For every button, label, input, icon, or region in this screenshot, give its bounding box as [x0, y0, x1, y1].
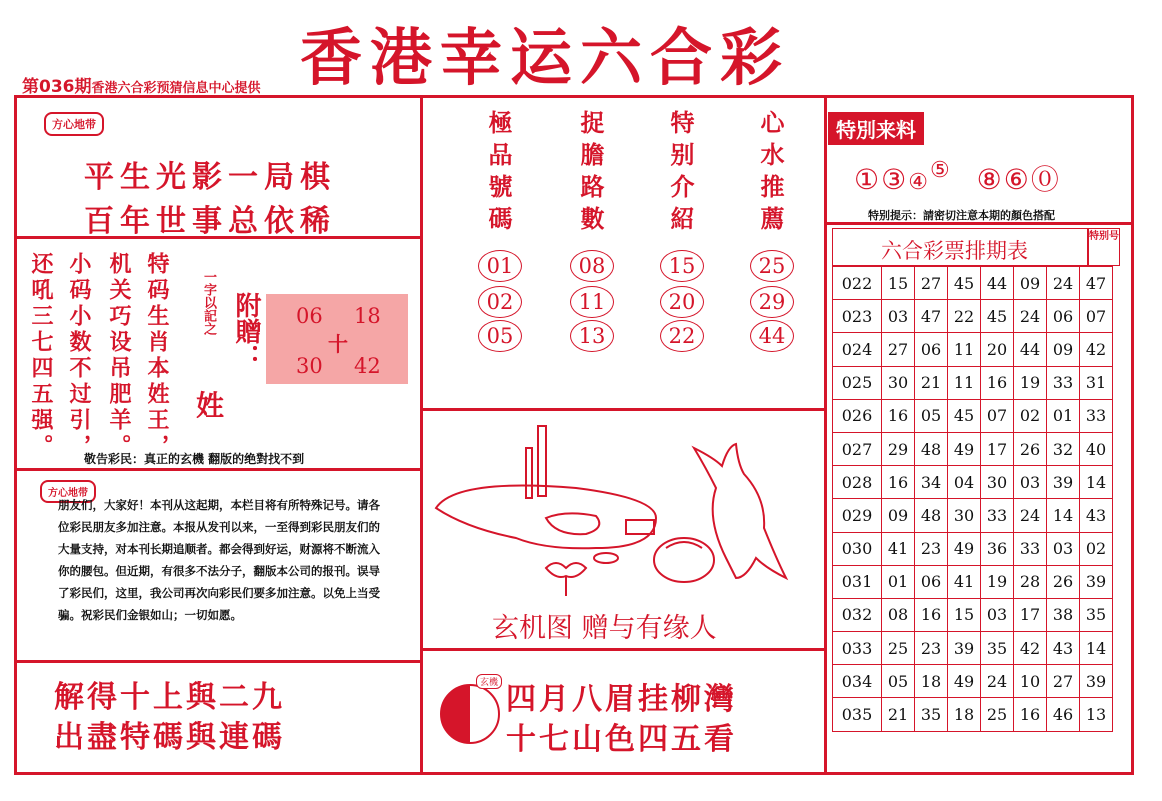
number-cell: 19	[981, 565, 1014, 598]
number-cell: 19	[1014, 366, 1047, 399]
divider-mid-2	[423, 648, 824, 651]
number-cell: 02	[1080, 532, 1113, 565]
number-cell: 23	[915, 532, 948, 565]
divider-mid-1	[423, 408, 824, 411]
number-cell: 01	[882, 565, 915, 598]
mystery-picture	[426, 418, 820, 608]
number-cell: 27	[915, 267, 948, 300]
schedule-title-box	[832, 228, 1088, 266]
gift-number-1: 06	[296, 304, 323, 328]
mid-heading-2: 捉膽路數	[576, 110, 605, 238]
number-cell: 49	[948, 532, 981, 565]
number-cell: 14	[1080, 466, 1113, 499]
number-cell: 10	[1014, 665, 1047, 698]
period-cell: 027	[833, 432, 882, 465]
number-cell: 17	[981, 432, 1014, 465]
number-cell: 17	[1014, 598, 1047, 631]
period-cell: 026	[833, 399, 882, 432]
number-cell: 16	[981, 366, 1014, 399]
mid-number-2-1: 08	[570, 250, 614, 282]
issue-source: 香港六合彩预猜信息中心提供	[91, 81, 261, 96]
number-cell: 03	[1014, 466, 1047, 499]
mid-number-3-2: 20	[660, 286, 704, 318]
gift-number-3: 30	[296, 354, 323, 378]
number-cell: 01	[1047, 399, 1080, 432]
number-cell: 08	[882, 598, 915, 631]
period-cell: 033	[833, 632, 882, 665]
period-cell: 032	[833, 598, 882, 631]
number-cell: 21	[915, 366, 948, 399]
verse-column-4: 还吼三七四五强。	[28, 252, 54, 460]
picture-caption: 玄机图 赠与有缘人	[492, 613, 717, 644]
table-row	[833, 366, 1113, 399]
number-cell: 23	[915, 632, 948, 665]
table-row	[833, 300, 1113, 333]
number-cell: 42	[1014, 632, 1047, 665]
verse-column-3: 小码小数不过引，	[66, 252, 92, 460]
number-cell: 43	[1047, 632, 1080, 665]
number-cell: 30	[948, 499, 981, 532]
section-tag: 方心地带	[44, 112, 104, 136]
table-row	[833, 598, 1113, 631]
table-row	[833, 432, 1113, 465]
number-cell: 05	[882, 665, 915, 698]
number-cell: 45	[948, 267, 981, 300]
mid-number-4-1: 25	[750, 250, 794, 282]
special-symbol-2: ③	[881, 163, 909, 196]
number-cell: 49	[948, 665, 981, 698]
special-symbol-6: ⑥	[1003, 163, 1031, 196]
number-cell: 11	[948, 366, 981, 399]
gift-note: 一字以記之	[201, 270, 216, 335]
yin-yang-tag: 玄機	[476, 674, 502, 689]
mid-number-1-1: 01	[478, 250, 522, 282]
period-cell: 024	[833, 333, 882, 366]
table-row	[833, 333, 1113, 366]
table-row	[833, 267, 1113, 300]
number-cell: 26	[1014, 432, 1047, 465]
number-cell: 09	[882, 499, 915, 532]
number-cell: 24	[1014, 300, 1047, 333]
number-cell: 18	[948, 698, 981, 731]
number-cell: 20	[981, 333, 1014, 366]
number-cell: 46	[1047, 698, 1080, 731]
issue-info	[22, 72, 261, 97]
mid-number-2-2: 11	[570, 286, 614, 318]
special-note: 特别提示：請密切注意本期的顏色搭配	[868, 209, 1055, 222]
bottom-left-line-2: 出盡特碼與連碼	[54, 720, 285, 755]
table-row	[833, 466, 1113, 499]
number-cell: 38	[1047, 598, 1080, 631]
schedule-title: 六合彩票排期表	[881, 239, 1028, 263]
page-title: 香港幸运六合彩	[300, 21, 791, 94]
number-cell: 16	[1014, 698, 1047, 731]
warning-text: 敬告彩民：真正的玄機 翻版的绝對找不到	[84, 452, 305, 466]
verse-column-1: 特码生肖本姓王，	[144, 252, 170, 460]
number-cell: 07	[1080, 300, 1113, 333]
number-cell: 06	[1047, 300, 1080, 333]
period-cell: 023	[833, 300, 882, 333]
gift-surname: 姓	[196, 389, 225, 422]
period-cell: 022	[833, 267, 882, 300]
number-cell: 04	[948, 466, 981, 499]
special-symbol-5: ⑧	[976, 163, 1004, 196]
divider-left	[420, 97, 423, 773]
table-row	[833, 665, 1113, 698]
special-symbol-1: ①	[854, 163, 882, 196]
number-cell: 18	[915, 665, 948, 698]
mid-number-3-3: 22	[660, 320, 704, 352]
number-cell: 25	[981, 698, 1014, 731]
period-cell: 030	[833, 532, 882, 565]
bottom-left-line-1: 解得十上與二九	[54, 680, 285, 715]
mid-number-1-3: 05	[478, 320, 522, 352]
number-cell: 21	[882, 698, 915, 731]
number-cell: 42	[1080, 333, 1113, 366]
number-cell: 22	[948, 300, 981, 333]
number-cell: 15	[948, 598, 981, 631]
mid-number-2-3: 13	[570, 320, 614, 352]
number-cell: 39	[948, 632, 981, 665]
number-cell: 24	[1047, 267, 1080, 300]
period-cell: 029	[833, 499, 882, 532]
verse-column-2: 机关巧设吊肥羊。	[106, 252, 132, 460]
number-cell: 24	[981, 665, 1014, 698]
number-cell: 16	[915, 598, 948, 631]
schedule-side-label: 特别号	[1088, 228, 1120, 266]
issue-number: 第036期	[22, 77, 92, 97]
notice-tag: 方心地带	[40, 480, 96, 503]
number-cell: 40	[1080, 432, 1113, 465]
number-cell: 24	[1014, 499, 1047, 532]
period-cell: 028	[833, 466, 882, 499]
number-cell: 41	[882, 532, 915, 565]
notice-text: 朋友们，大家好！本刊从这起期，本栏目将有所特殊记号。请各位彩民朋友多加注意。本报从发刊以来，一至得到彩民朋友们的大量支持，对本刊长期追顺者。都会得到好运，财源将不断流入你的腰包。但近期，有很多不法分子，翻版本公司的报刊。误导了彩民们，这里，我公司再次向彩民们要多加注意。以免上当受骗。祝彩民们金银如山；一切如愿。	[58, 498, 380, 622]
mid-heading-1: 極品號碼	[484, 110, 513, 238]
number-cell: 48	[915, 432, 948, 465]
number-cell: 05	[915, 399, 948, 432]
number-cell: 09	[1047, 333, 1080, 366]
number-cell: 41	[948, 565, 981, 598]
number-cell: 36	[981, 532, 1014, 565]
divider-left-3	[16, 660, 420, 663]
mid-heading-4: 心水推薦	[756, 110, 785, 238]
number-cell: 29	[882, 432, 915, 465]
special-header: 特別来料	[828, 112, 924, 145]
period-cell: 034	[833, 665, 882, 698]
number-cell: 11	[948, 333, 981, 366]
special-symbols	[854, 158, 1061, 198]
number-cell: 03	[981, 598, 1014, 631]
gift-number-box	[266, 294, 408, 384]
number-cell: 35	[1080, 598, 1113, 631]
table-row	[833, 532, 1113, 565]
number-cell: 09	[1014, 267, 1047, 300]
poem-line-2: 百年世事总依稀	[84, 204, 336, 239]
number-cell: 26	[1047, 565, 1080, 598]
mid-number-1-2: 02	[478, 286, 522, 318]
special-symbol-4: ⑤	[929, 158, 952, 183]
number-cell: 27	[882, 333, 915, 366]
table-row	[833, 632, 1113, 665]
mid-number-3-1: 15	[660, 250, 704, 282]
gift-label: 附贈：	[231, 292, 261, 370]
divider-right	[824, 97, 827, 773]
number-cell: 15	[882, 267, 915, 300]
special-symbol-7: ⓪	[1030, 163, 1061, 196]
number-cell: 07	[981, 399, 1014, 432]
gift-number-2: 18	[354, 304, 381, 328]
number-cell: 39	[1047, 466, 1080, 499]
mid-number-4-2: 29	[750, 286, 794, 318]
period-cell: 031	[833, 565, 882, 598]
bottom-mid-line-1: 四月八眉挂柳灣	[506, 682, 737, 717]
gift-plus: 十	[328, 332, 348, 356]
number-cell: 28	[1014, 565, 1047, 598]
number-cell: 03	[1047, 532, 1080, 565]
number-cell: 35	[981, 632, 1014, 665]
number-cell: 47	[915, 300, 948, 333]
mid-heading-3: 特别介紹	[666, 110, 695, 238]
number-cell: 33	[1080, 399, 1113, 432]
number-cell: 32	[1047, 432, 1080, 465]
number-cell: 16	[882, 466, 915, 499]
number-cell: 43	[1080, 499, 1113, 532]
table-row	[833, 565, 1113, 598]
number-cell: 30	[981, 466, 1014, 499]
number-cell: 44	[981, 267, 1014, 300]
number-cell: 30	[882, 366, 915, 399]
number-cell: 25	[882, 632, 915, 665]
number-cell: 14	[1047, 499, 1080, 532]
table-row	[833, 499, 1113, 532]
number-cell: 35	[915, 698, 948, 731]
period-cell: 025	[833, 366, 882, 399]
number-cell: 44	[1014, 333, 1047, 366]
number-cell: 06	[915, 565, 948, 598]
poem-line-1: 平生光影一局棋	[84, 160, 336, 195]
number-cell: 33	[1014, 532, 1047, 565]
number-cell: 31	[1080, 366, 1113, 399]
number-cell: 48	[915, 499, 948, 532]
number-cell: 33	[1047, 366, 1080, 399]
number-cell: 06	[915, 333, 948, 366]
number-cell: 14	[1080, 632, 1113, 665]
number-cell: 39	[1080, 665, 1113, 698]
table-row	[833, 399, 1113, 432]
number-cell: 27	[1047, 665, 1080, 698]
mid-number-4-3: 44	[750, 320, 794, 352]
number-cell: 47	[1080, 267, 1113, 300]
special-symbol-3: ④	[908, 170, 930, 195]
schedule-table	[832, 266, 1113, 732]
bottom-mid-line-2: 十七山色四五看	[506, 722, 737, 757]
number-cell: 34	[915, 466, 948, 499]
yin-yang-icon	[440, 684, 500, 744]
divider-left-2	[16, 468, 420, 471]
gift-number-4: 42	[354, 354, 381, 378]
period-cell: 035	[833, 698, 882, 731]
number-cell: 39	[1080, 565, 1113, 598]
number-cell: 45	[981, 300, 1014, 333]
number-cell: 03	[882, 300, 915, 333]
number-cell: 16	[882, 399, 915, 432]
table-row	[833, 698, 1113, 731]
number-cell: 49	[948, 432, 981, 465]
number-cell: 33	[981, 499, 1014, 532]
number-cell: 45	[948, 399, 981, 432]
number-cell: 13	[1080, 698, 1113, 731]
number-cell: 02	[1014, 399, 1047, 432]
